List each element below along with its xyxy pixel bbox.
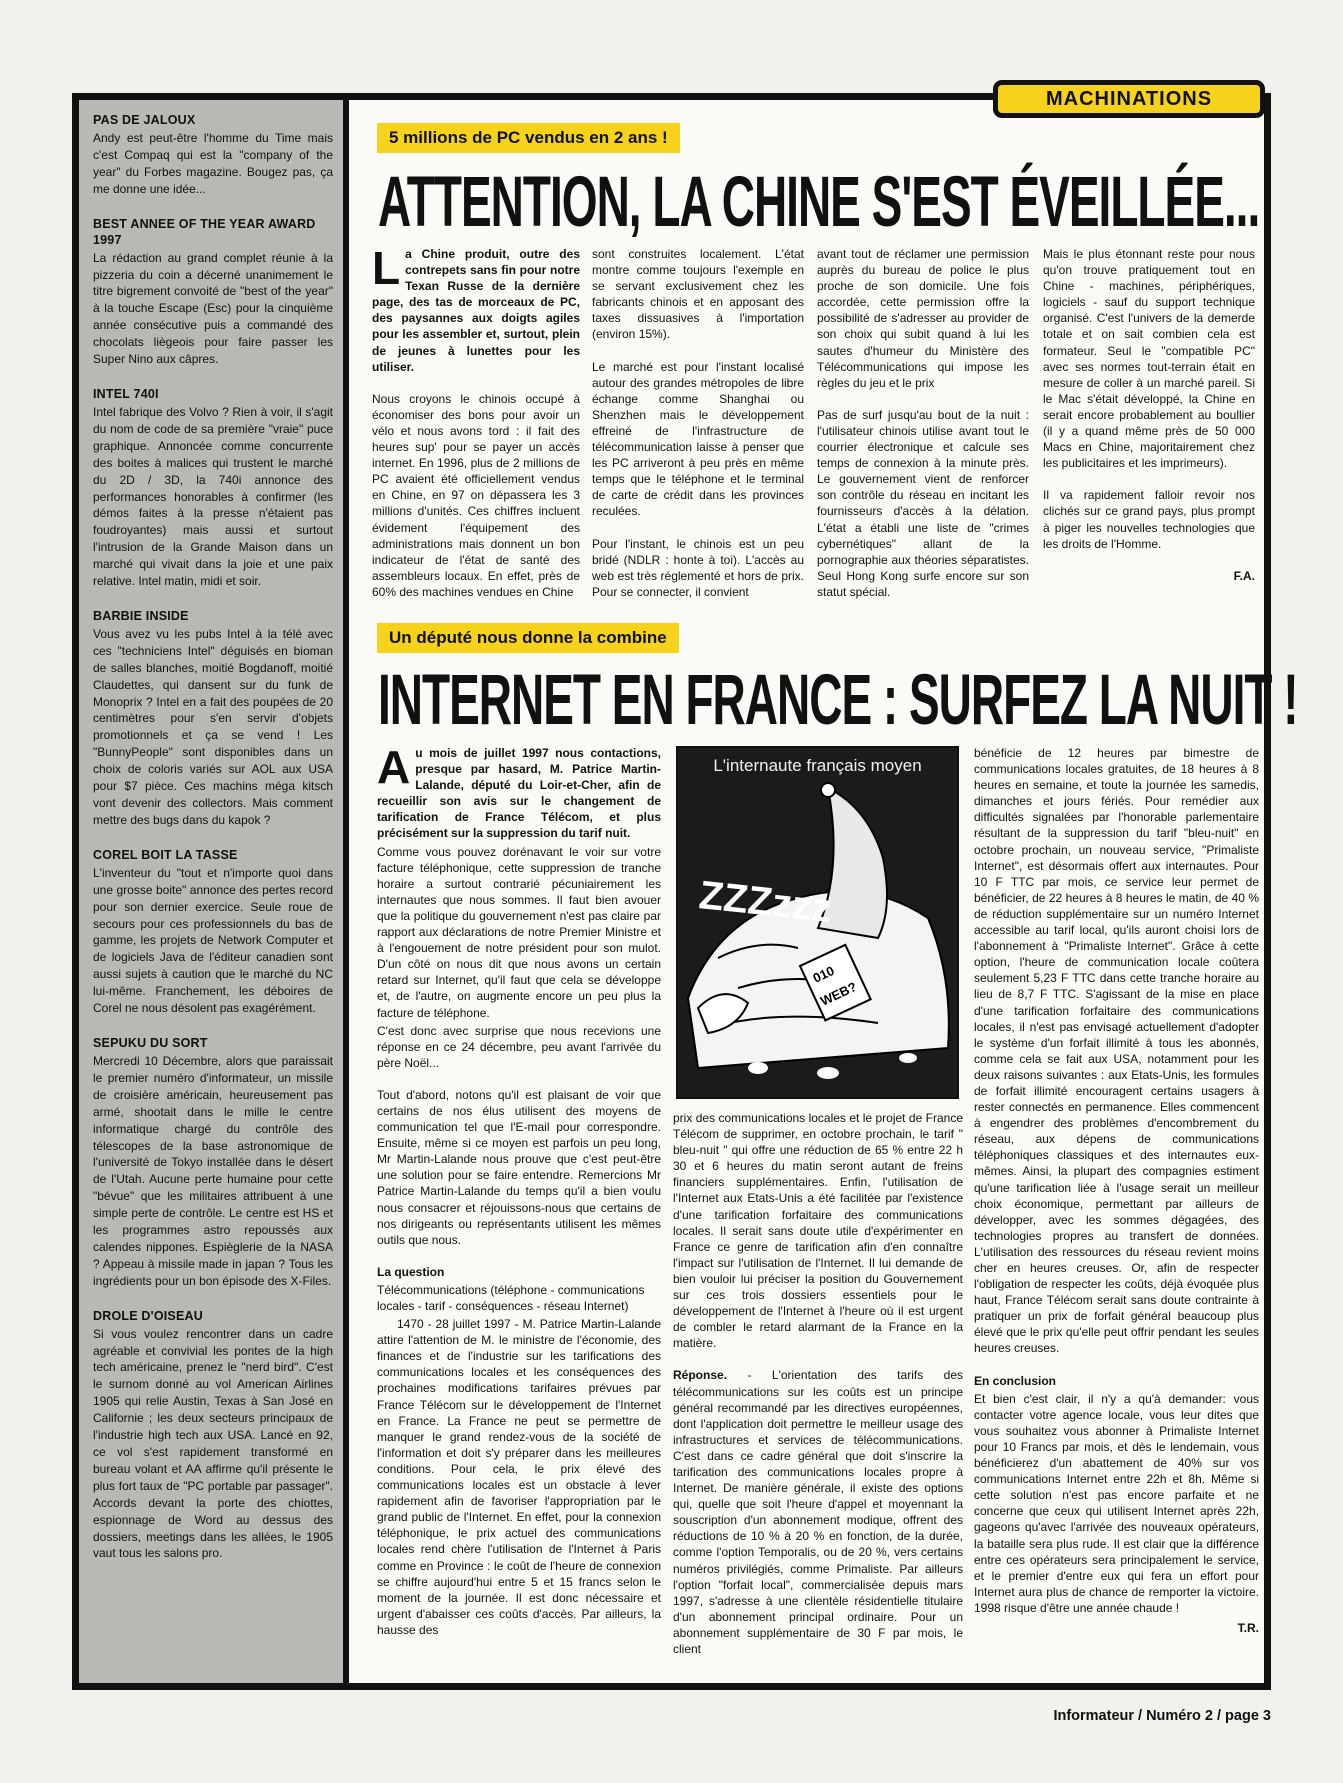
book-label: WEB? xyxy=(817,978,860,1009)
article1-paragraph: Le marché est pour l'instant localisé autour des grandes métropoles de libre échange comme Shanghai ou Shenzhen mais le développement effreiné de l'infrastructure de télécommunication laisse à penser que les PC arriveront à peu près en même temps que le téléphone et le terminal de carte de crédit dans les provinces reculées. xyxy=(592,359,804,519)
reponse-body: - L'orientation des tarifs des télécommunications sur les coûts est un principe général recommandé par les directives européennes, dont l'application doit permettre le meilleur usage des infrastructures et services de télécommunications. C'est dans ce cadre général que doit s'inscrire la tarification des communications locales propre à Internet. De manière générale, il existe des options qui, quelle que soit l'heure d'appel et moyennant la souscription d'un abonnement modique, offrent des réductions de 10 % à 20 % en fonction, de la durée, comme l'option Temporalis, ou de 20 %, vers certains numéros privilégiés, comme Primaliste. Par ailleurs l'option "forfait local", commercialisée depuis mars 1997, s'adresse à une clientèle résidentielle titulaire d'un abonnement principal ordinaire. Pour un abonnement supplémentaire de 30 F par mois, le client xyxy=(673,1368,963,1656)
article1-dropcap: L xyxy=(372,246,401,294)
article2-dropcap: A xyxy=(377,745,411,793)
brief-body: Andy est peut-être l'homme du Time mais c'est Compaq qui est la "company of the year" du Forbes magazine. Bougez pas, ça me donne une idée... xyxy=(93,131,333,196)
article1-column-4 xyxy=(1043,246,1255,611)
brief-item xyxy=(93,216,333,368)
illustration-caption: L'internaute français moyen xyxy=(713,756,922,775)
brief-item xyxy=(93,847,333,1017)
brief-body: Si vous voulez rencontrer dans un cadre agréable et convivial les pontes de la high tech américaine, prenez le "nerd bird". C'est le surnom donné au vol American Airlines 1905 qui relie Austin, Texas à San José en Californie ; les deux secteurs principaux de l'industrie high tech aux USA. Lancé en 92, ce vol s'est rapidement transformé en bureau volant et AA affirme qu'il présente le plus fort taux de "PC portable par passager". Accords devant la porte des chiottes, espionnage de Word au dessus des dossiers, meetings dans les allées, le 1905 vaut tous les salons pro. xyxy=(93,1326,333,1561)
conclusion-heading: En conclusion xyxy=(974,1373,1057,1388)
brief-body: La rédaction au grand complet réunie à la pizzeria du coin a décerné unanimement le titre bigrement convoité de "best of the year" à la touche Escape (Esc) pour la cinquième année consécutive puis a commandé des chocolats liègeois pour faire passer les Super Nino aux câpres. xyxy=(93,250,333,367)
brief-item xyxy=(93,608,333,829)
article2-kicker: Un député nous donne la combine xyxy=(377,623,679,653)
brief-body: Intel fabrique des Volvo ? Rien à voir, il s'agit du nom de code de sa première "vraie" puce graphique. Annoncée comme concurrente des boites à malices qui trustent le marché du 2D / 3D, la 740i annonce des performances honorables à confirmer (les démos faites à la presse n'étaient pas foudroyantes) mais aussi et surtout l'intrusion de la Grande Maison dans un marché qui vivait dans la joie et une paix relative. Intel matin, midi et soir. xyxy=(93,404,333,589)
brief-title: DROLE D'OISEAU xyxy=(93,1308,203,1323)
article1-kicker: 5 millions de PC vendus en 2 ans ! xyxy=(377,123,680,153)
book-code: 010 xyxy=(810,962,837,986)
article1-paragraph: avant tout de réclamer une permission auprès du bureau de police le plus proche de son domicile. Une fois accordée, cette permission offre la possibilité de s'adresser au provider de son choix qui subit quand à lui les sautes d'humeur du Ministère des Télécommunications qui impose les règles du jeu et le prix xyxy=(817,247,1029,390)
brief-body: Mercredi 10 Décembre, alors que paraissait le premier numéro d'informateur, un missile de croisière américain, heureusement pas armé, shootait dans le mille le centre informatique chargé du contrôle des télescopes de la base astronomique de l'université de Tokyo installée dans le désert de l'Utah. Aucune perte humaine pour cette "bévue" que les militaires attribuent à une simple perte de contrôle. Le centre est HS et les programmes astro repoussés aux calendes nippones. Espièglerie de la NASA ? Appeau à missile made in japan ? Tous les ingrédients pour un bon épisode des X-Files. xyxy=(93,1053,333,1288)
article2-signature: T.R. xyxy=(1237,1620,1259,1635)
section-rubric: MACHINATIONS xyxy=(993,80,1265,118)
article2-paragraph: Tout d'abord, notons qu'il est plaisant de voir que certains de nos élus utilisent des moyens de communication tel que l'E-mail pour correspondre. Ensuite, même si ce moyen est parfois un peu long, Mr Martin-Lalande nous prouve que c'est peut-être une solution pour se faire entendre. Remercions Mr Patrice Martin-Lalande du temps qu'il a bien voulu nous consacrer et réjouissons-nous que certains de nos dirigeants ou représentants utilisent les mêmes outils que nous. xyxy=(377,1087,661,1247)
question-heading: La question xyxy=(377,1264,445,1279)
article1-paragraph: Pour l'instant, le chinois est un peu bridé (NDLR : honte à toi). L'accès au web est très réglementé et hors de prix. Pour se connecter, il convient xyxy=(592,536,804,599)
article2-column-3 xyxy=(974,745,1259,1680)
question-topic: Télécommunications (téléphone - communications locales - tarif - conséquences - réseau Internet) xyxy=(377,1282,645,1313)
article1-column-2 xyxy=(592,246,804,606)
sidebar-briefs xyxy=(79,100,349,1683)
article1-signature: F.A. xyxy=(1233,568,1255,583)
brief-title: BEST ANNEE OF THE YEAR AWARD 1997 xyxy=(93,216,316,247)
article2-lead-text: u mois de juillet 1997 nous contactions, presque par hasard, M. Patrice Martin-Lalande, député du Loir-et-Cher, afin de recueillir son avis sur le changement de tarification de France Télécom, et plus précisément sur la suppression du tarif nuit. xyxy=(377,746,661,841)
brief-title: BARBIE INSIDE xyxy=(93,608,189,623)
article1-column-3 xyxy=(817,246,1029,606)
brief-title: PAS DE JALOUX xyxy=(93,113,196,127)
article1-paragraph: Pas de surf jusqu'au bout de la nuit : l'utilisateur chinois utilise avant tout le courrier électronique et calcule ses temps de connexion à la minute près. Le gouvernement vient de renforcer son contrôle du réseau en incitant les fournisseurs d'accès à la délation. L'état a établi une liste de "crimes cybernétiques" allant de la pornographie aux théories séparatistes. Seul Hong Kong surfe encore sur son statut spécial. xyxy=(817,407,1029,599)
article1-paragraph: Il va rapidement falloir revoir nos clichés sur ce grand pays, plus prompt à piger les nouvelles technologies que les droits de l'Homme. xyxy=(1043,488,1255,551)
brief-item xyxy=(93,386,333,590)
brief-body: Vous avez vu les pubs Intel à la télé avec ces "techniciens Intel" déguisés en bioman de salles blanches, moitié Bogdanoff, moitié Claudettes, qui dansent sur du funk de Monoprix ? Intel en a fait des poupées de 20 centimètres pour s'en servir d'objets promotionnels et ça se vend ! Les "BunnyPeople" sont disponibles dans un choix de coloris variés sur AOL aux USA pour $7 pièce. Ces machins méga kitsch vont devenir des collectors. Mais comment mettre des bugs dans du kapok ? xyxy=(93,626,333,827)
brief-title: INTEL 740I xyxy=(93,386,159,401)
brief-item xyxy=(93,112,333,198)
brief-item xyxy=(93,1308,333,1563)
article1-lead-text: a Chine produit, outre des contrepets sans fin pour notre Texan Russe de la dernière page, des tas de morceaux de PC, des paysannes aux doigts agiles pour les assembler et, surtout, plein de jeunes à lunettes pour les utiliser. xyxy=(372,247,580,374)
reponse-paragraph xyxy=(673,1367,963,1657)
article2-column-2 xyxy=(673,1110,963,1680)
article1-paragraph: Mais le plus étonnant reste pour nous qu'on trouve pratiquement tout en Chine - machines, périphériques, logiciels - sauf du support technique organisé. C'est l'univers de la demerde totale et on sait combien cela est formateur. Seul le "compatible PC" avec ses normes tout-terrain était en mesure de coller à un marché pareil. Si le Mac s'était développé, la Chine en serait encore probablement au boullier (il y a quand même près de 50 000 Macs en Chine, majoritairement chez les publicitaires et les imprimeurs). xyxy=(1043,247,1255,471)
article2-column-1 xyxy=(377,745,661,1680)
article2-paragraph: Comme vous pouvez dorénavant le voir sur votre facture téléphonique, cette suppression de tranche horaire a surtout contrarié pécuniairement les internautes que nous sommes. Il faut bien avouer que la politique du gouvernement n'est pas claire par rapport aux déclarations de notre Premier Ministre et à l'engouement de notre président pour son mulot. D'un côté on nous dit que nous avons un certain retard sur Internet, qu'il faut que cela se développe et, de l'autre, on augmente encore un peu plus la facture de téléphone. xyxy=(377,844,661,1020)
article1-lead xyxy=(372,246,580,375)
brief-title: COREL BOIT LA TASSE xyxy=(93,847,238,862)
article1-column-1 xyxy=(372,246,580,606)
article2-paragraph: C'est donc avec surprise que nous recevions une réponse en ce 24 décembre, peu avant l'arrivée du père Noël... xyxy=(377,1023,661,1070)
article2-paragraph: bénéficie de 12 heures par bimestre de communications locales gratuites, de 18 heures à 8 heures en semaine, et toute la journée les samedis, dimanches et jours fériés. Pour remédier aux difficultés signalées par l'honorable parlementaire résultant de la suppression du tarif "bleu-nuit" en octobre prochain, un nouveau service, "Primaliste Internet", est désormais offert aux internautes. Pour 10 F TTC par mois, ce service leur permet de bénéficier, de 22 heures à 8 heures le matin, de 40 % de réduction supplémentaire sur un numéro Internet accessible au tarif local, qu'ils auront choisi lors de l'abonnement à "Primaliste Internet". Grâce à cette option, l'heure de communication locale coûtera seulement 5,23 F TTC dans cette tranche horaire au lieu de 8,7 F TTC. S'agissant de la mise en place d'une tarification forfaitaire des communications locales, il n'est pas envisagé actuellement d'adopter le système d'un forfait illimité à tous les abonnés, comme cela se fait aux USA, notamment pour les deux raisons suivantes : aux Etats-Unis, les formules de forfait illimité encouragent certains usagers à rester connectés en permanence. Elles commencent à engendrer des problèmes d'encombrement du réseau, aux dépens de communications téléphoniques classiques et des internautes eux-mêmes. Ainsi, la plupart des compagnies estiment qu'une tarification liée à l'usage serait un meilleur choix économique, permettant par ailleurs de développer, avec les sommes dégagées, des technologies propres au transfert de données. L'utilisation des ressources du réseau revient moins cher en heures creuses. Or, afin de respecter l'obligation de respecter les coûts, déjà évoquée plus haut, France Télécom serait sans doute contrainte à pratiquer un prix de forfait général beaucoup plus élevé que le prix qu'elle peut offrir pendant les seules heures creuses. xyxy=(974,746,1259,1356)
brief-title: SEPUKU DU SORT xyxy=(93,1035,208,1050)
brief-body: L'inventeur du "tout et n'importe quoi dans une grosse boite" annonce des pertes record pour son dernier exercice. Seule roue de secours pour ces professionnels du bas de gamme, les projets de Network Computer et de logiciels Java de l'éditeur canadien sont aussi sujets à caution que le marché du NC lui-même. Franchement, les déboires de Corel ne nous désolent pas exagérément. xyxy=(93,865,333,1016)
article2-headline: INTERNET EN FRANCE : SURFEZ LA NUIT ! xyxy=(378,658,1298,740)
article1-paragraph: Nous croyons le chinois occupé à économiser des bons pour avoir un vélo et nous avons tord : il fait des heures sup' pour se payer un accès internet. En 1996, plus de 2 millions de PC avaient été officiellement vendus en Chine, en 97 on dépassera les 3 millions d'unités. Ces chiffres incluent évidement l'équipement des administrations mais donnent un bon indicateur de l'état de santé des assembleurs locaux. En effet, près de 60% des machines vendues en Chine xyxy=(372,391,580,599)
page-footer: Informateur / Numéro 2 / page 3 xyxy=(1053,1708,1271,1724)
snore-text: ZZZzzz xyxy=(697,873,835,931)
brief-item xyxy=(93,1035,333,1290)
illustration-sleeping-internaute xyxy=(676,746,959,1099)
article2-lead xyxy=(377,745,661,842)
sleeping-person-drawing xyxy=(678,748,957,1097)
article1-headline: ATTENTION, LA CHINE S'EST ÉVEILLÉE... xyxy=(378,160,1260,242)
article2-paragraph: prix des communications locales et le projet de France Télécom de supprimer, en octobre prochain, le tarif " bleu-nuit " qui offre une réduction de 65 % entre 22 h 30 et 6 heures du matin seront autant de freins financiers supplémentaires. Enfin, l'utilisation de l'Internet aux Etats-Unis a été facilitée par l'existence d'une tarification forfaitaire des communications locales. Il serait sans doute utile d'expérimenter en France ce genre de tarification afin d'en connaître l'impact sur l'utilisation de l'Internet. Il lui demande de bien vouloir lui préciser la position du Gouvernement sur ces trois dossiers essentiels pour le développement de l'Internet à l'heure où il est urgent de combler le retard alarmant de la France en la matière. xyxy=(673,1111,963,1351)
article1-paragraph: sont construites localement. L'état montre comme toujours l'exemple en se servant exclusivement chez les fabricants chinois et en apposant des taxes dissuasives à l'importation (environ 15%). xyxy=(592,247,804,342)
reponse-heading: Réponse. xyxy=(673,1368,728,1383)
conclusion-body: Et bien c'est clair, il n'y a qu'à demander: vous contacter votre agence locale, vous leur dites que vous souhaitez vous abonner à Primaliste Internet pour 10 Francs par mois, et dès le lendemain, vous bénéficierez d'un abattement de 40% sur vos communications Internet entre 22h et 8h. Même si cette solution n'est pas encore parfaite et ne concerne que ceux qui utilisent Internet après 22h, gageons qu'avec l'arrivée des nouveaux opérateurs, la bataille sera plus rude. Il est clair que la différence entre ces opérateurs sera principalement le service, et le premier d'entre eux qui fera un effort pour Internet aura plus de chance de remporter la victoire. 1998 risque d'être une année chaude ! xyxy=(974,1391,1259,1615)
question-body: 1470 - 28 juillet 1997 - M. Patrice Martin-Lalande attire l'attention de M. le ministre de l'économie, des finances et de l'industrie sur les tarifications des communications locales et les conséquences des prochaines modifications tarifaires prévues par France Télécom sur le développement de l'Internet en France. La France ne peut se permettre de manquer le grand rendez-vous de la société de l'information et doit s'y préparer dans les meilleures conditions. Pour cela, le prix élevé des communications locales est un obstacle à lever rapidement afin de favoriser l'appropriation par le grand public de l'Internet. En effet, pour la connexion téléphonique, le prix actuel des communications locales rend chère l'utilisation de l'Internet à Paris comme en Province : le coût de l'heure de connexion se chiffre aujourd'hui entre 5 et 15 francs selon le moment de la journée. Il est donc nécessaire et urgent d'abaisser ces coûts d'accès. Par ailleurs, la hausse des xyxy=(377,1317,661,1637)
